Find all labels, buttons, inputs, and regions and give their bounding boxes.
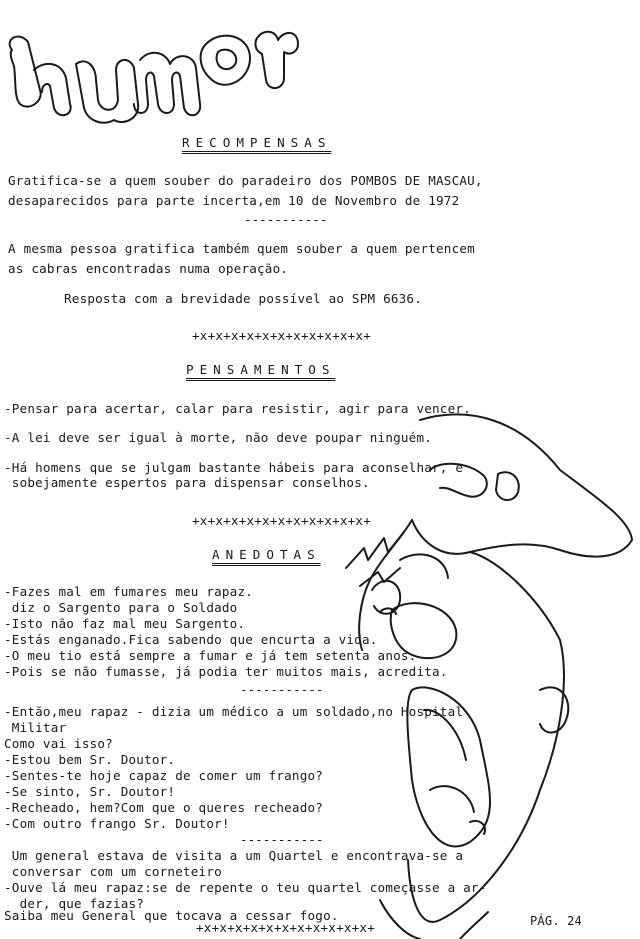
recompensas-line-2: desaparecidos para parte incerta,em 10 de Novembro de 1972 [8,193,460,208]
joke-1-line: -Isto não faz mal meu Sargento. [4,616,246,631]
ornament-divider: +x+x+x+x+x+x+x+x+x+x+x+ [196,920,375,935]
recompensas-line-4: as cabras encontradas numa operação. [8,261,289,276]
joke-1-line: diz o Sargento para o Soldado [4,600,238,615]
joke-1-line: -Fazes mal em fumares meu rapaz. [4,584,254,599]
pensamento-2: -A lei deve ser igual à morte, não deve poupar ninguém. [4,430,433,445]
page-number: PÁG. 24 [530,914,582,928]
joke-3-line: Um general estava de visita a um Quartel e encontrava-se a [4,848,464,863]
pensamento-3-cont: sobejamente espertos para dispensar conselhos. [4,475,370,490]
joke-3-line: Saiba meu General que tocava a cessar fogo. [4,908,339,923]
joke-2-line: -Se sinto, Sr. Doutor! [4,784,176,799]
divider: ----------- [244,212,328,227]
joke-1-line: -Pois se não fumasse, já podia ter muitos mais, acredita. [4,664,448,679]
recompensas-line-1: Gratifica-se a quem souber do paradeiro dos POMBOS DE MASCAU, [8,173,483,188]
ornament-divider: +x+x+x+x+x+x+x+x+x+x+x+ [192,328,371,343]
joke-3-line: conversar com um corneteiro [4,864,222,879]
pensamento-3: -Há homens que se julgam bastante hábeis para aconselhar, e [4,460,464,475]
ornament-divider: +x+x+x+x+x+x+x+x+x+x+x+ [192,513,371,528]
joke-2-line: Militar [4,720,67,735]
recompensas-line-3: A mesma pessoa gratifica também quem souber a quem pertencem [8,241,475,256]
joke-2-line: -Então,meu rapaz - dizia um médico a um soldado,no Hospital [4,704,464,719]
joke-3-line: der, que fazias? [4,896,145,911]
joke-2-line: -Estou bem Sr. Doutor. [4,752,176,767]
joke-2-line: -Com outro frango Sr. Doutor! [4,816,230,831]
logo-text: humor [0,0,4,1]
heading-anedotas: ANEDOTAS [212,547,321,562]
joke-2-line: -Recheado, hem?Com que o queres recheado? [4,800,324,815]
joke-1-line: -Estás enganado.Fica sabendo que encurta a vida. [4,632,378,647]
joke-2-line: Como vai isso? [4,736,113,751]
pensamento-1: -Pensar para acertar, calar para resistir, agir para vencer. [4,401,471,416]
recompensas-response: Resposta com a brevidade possível ao SPM 6636. [64,291,422,306]
divider: ----------- [240,832,324,847]
divider: ----------- [240,682,324,697]
joke-3-line: -Ouve lá meu rapaz:se de repente o teu quartel começasse a ar- [4,880,487,895]
humor-logo-art [10,32,298,123]
heading-pensamentos: PENSAMENTOS [186,362,336,377]
joke-2-line: -Sentes-te hoje capaz de comer um frango? [4,768,324,783]
heading-recompensas: RECOMPENSAS [182,135,332,150]
joke-1-line: -O meu tio está sempre a fumar e já tem setenta anos. [4,648,417,663]
